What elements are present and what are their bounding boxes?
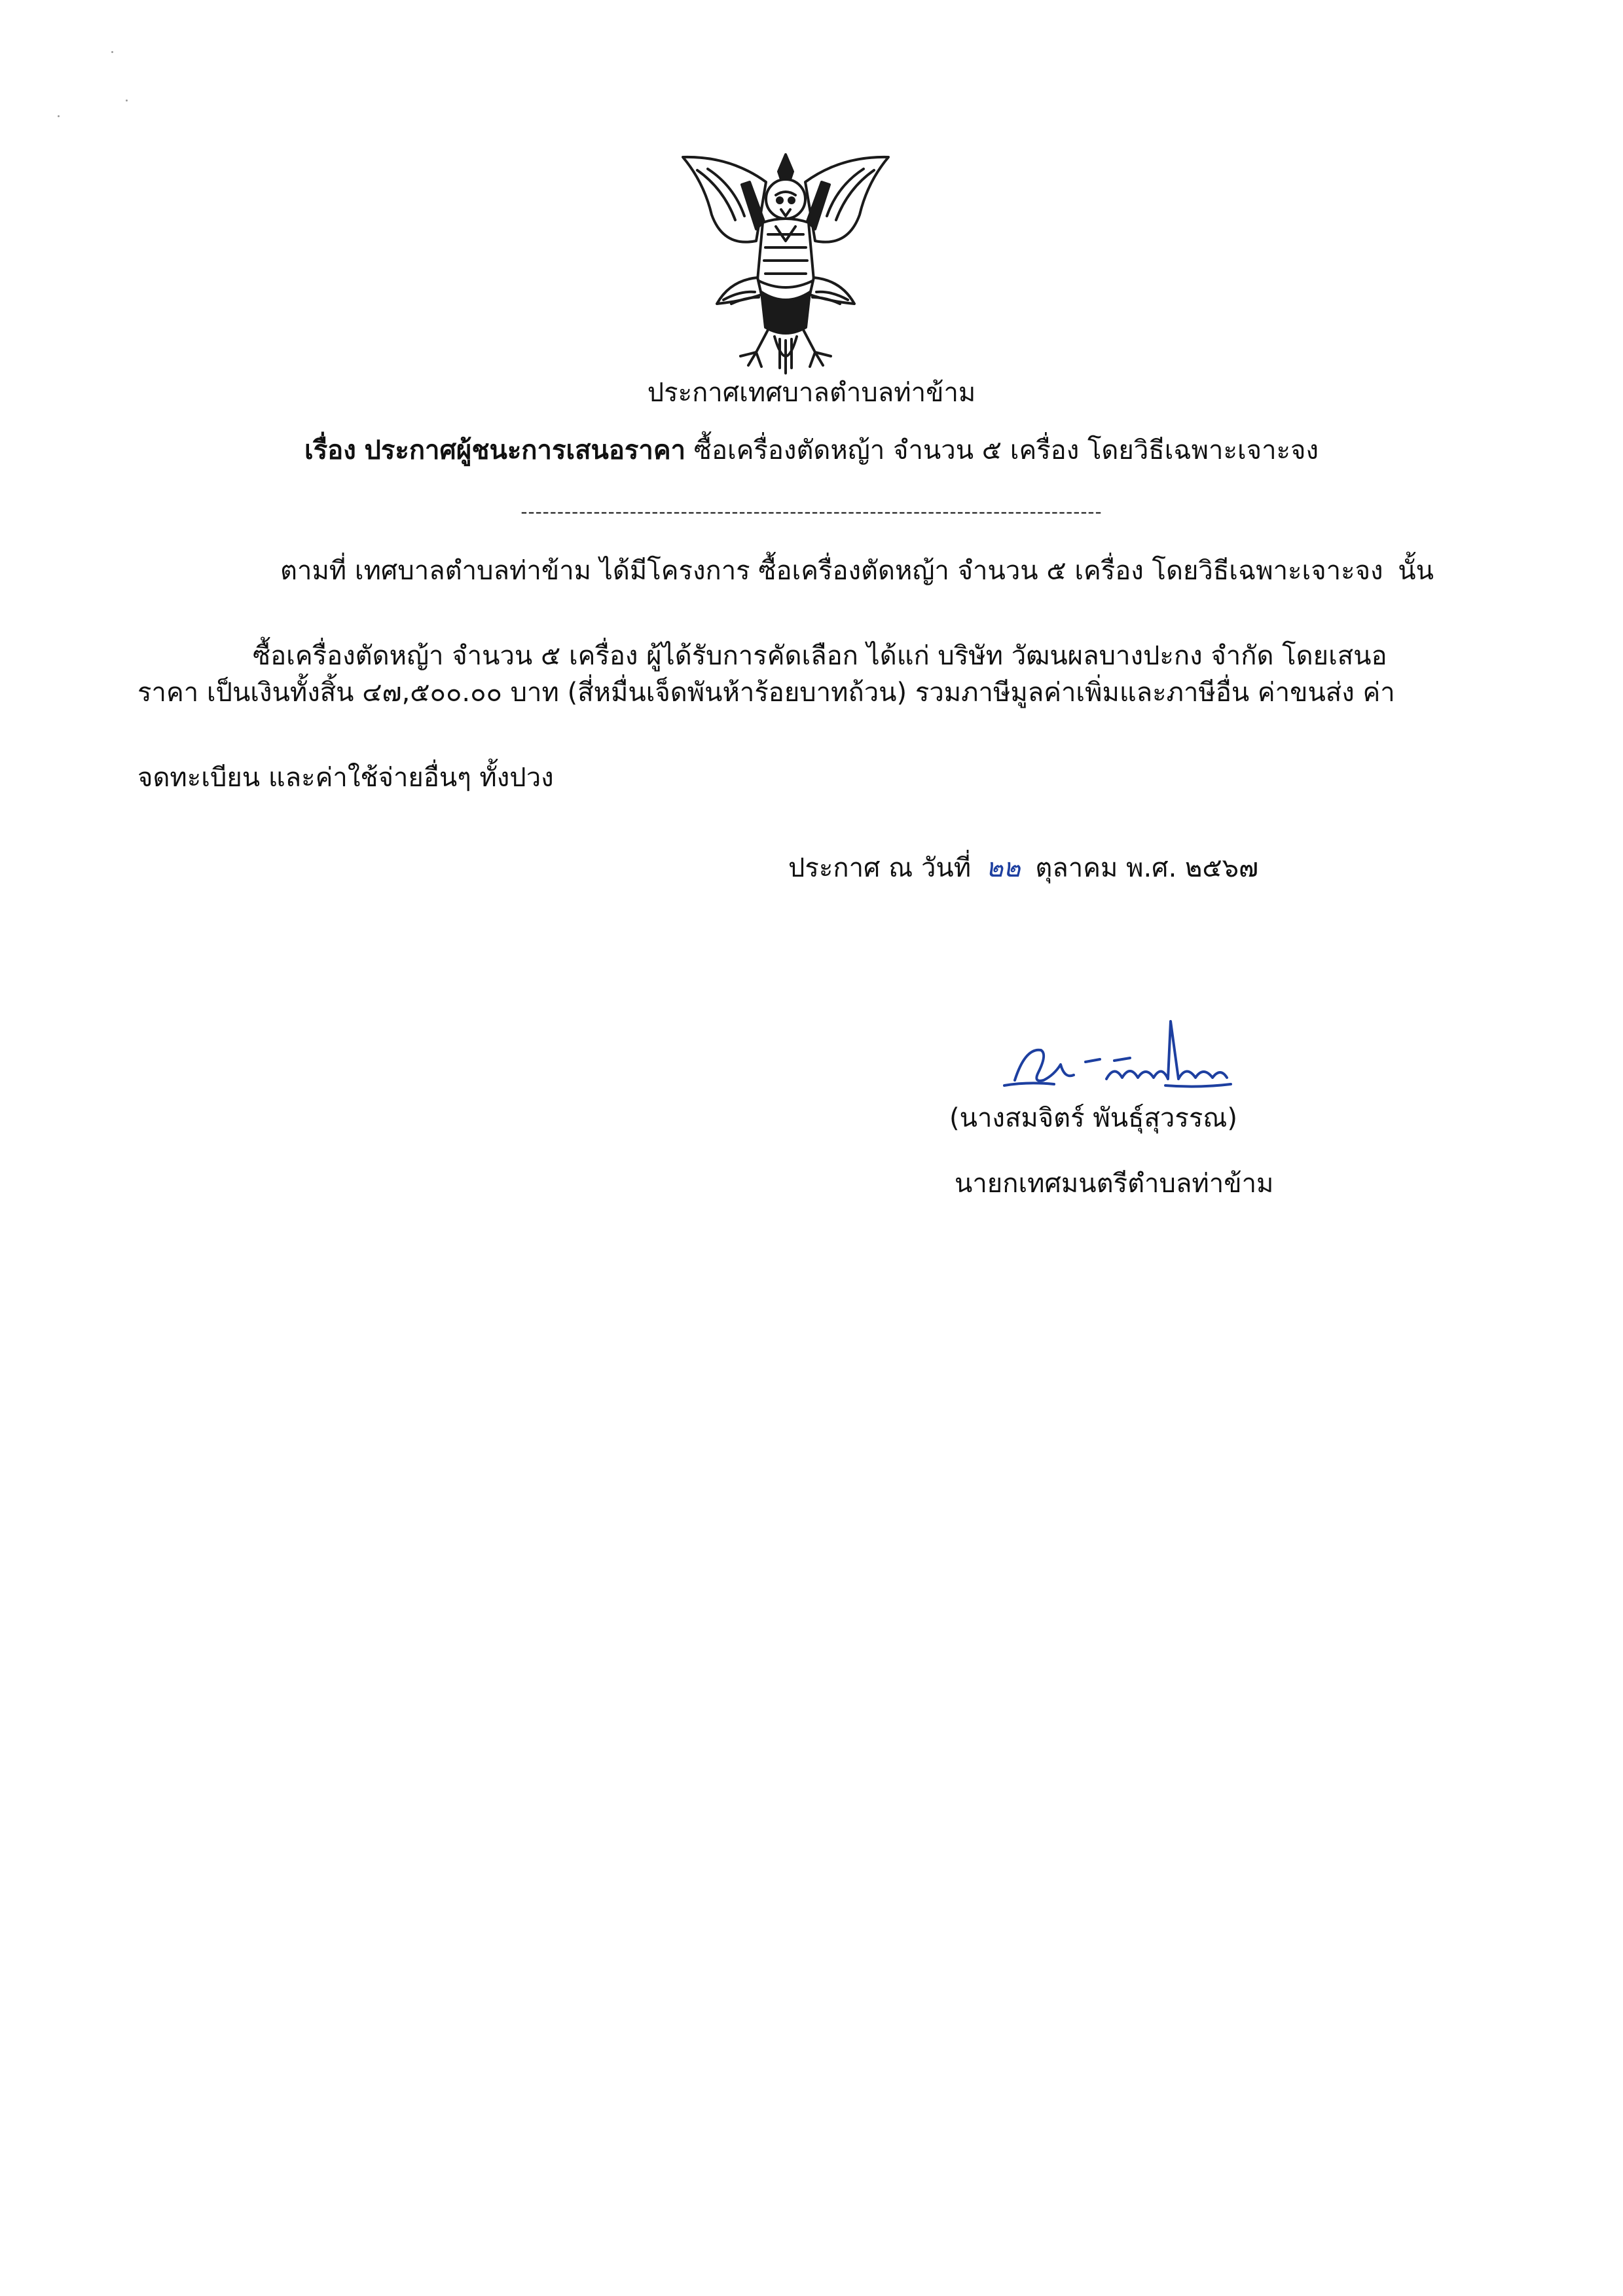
signer-position: นายกเทศมนตรีตำบลท่าข้าม xyxy=(955,1169,1274,1199)
signature-icon xyxy=(1002,1002,1264,1106)
announcement-subject xyxy=(0,432,1623,469)
announcement-date: ประกาศ ณ วันที่ ๒๒ ตุลาคม พ.ศ. ๒๕๖๗ xyxy=(788,853,1259,883)
subject-text: ซื้อเครื่องตัดหญ้า จำนวน ๕ เครื่อง โดยวิธีเฉพาะเจาะจง xyxy=(693,435,1319,465)
garuda-emblem-icon xyxy=(678,143,894,378)
body-line-3: ราคา เป็นเงินทั้งสิ้น ๔๗,๕๐๐.๐๐ บาท (สี่หมื่นเจ็ดพันห้าร้อยบาทถ้วน) รวมภาษีมูลค่าเพิ่มและภาษีอื่น ค่าขนส่ง ค่า xyxy=(137,678,1395,708)
scan-speck xyxy=(126,100,128,101)
subject-bold-text: ประกาศผู้ชนะการเสนอราคา xyxy=(364,435,686,465)
winner-company: บริษัท วัฒนผลบางปะกง จำกัด xyxy=(938,641,1274,671)
scan-speck xyxy=(58,115,60,117)
separator-line: -------------------------------------------------------------------------------- xyxy=(520,501,1103,522)
signer-name: (นางสมจิตร์ พันธุ์สุวรรณ) xyxy=(949,1103,1238,1133)
announcement-title: ประกาศเทศบาลตำบลท่าข้าม xyxy=(647,378,976,408)
scan-speck xyxy=(111,51,113,53)
bid-amount: ๔๗,๕๐๐.๐๐ xyxy=(362,678,502,708)
body-line-4: จดทะเบียน และค่าใช้จ่ายอื่นๆ ทั้งปวง xyxy=(137,763,554,793)
body-line-2: ซื้อเครื่องตัดหญ้า จำนวน ๕ เครื่อง ผู้ได้รับการคัดเลือก ได้แก่ บริษัท วัฒนผลบางปะกง จำกัด โดยเสนอ xyxy=(253,641,1387,671)
body-line-1: ตามที่ เทศบาลตำบลท่าข้าม ได้มีโครงการ ซื้อเครื่องตัดหญ้า จำนวน ๕ เครื่อง โดยวิธีเฉพาะเจาะจง นั้น xyxy=(280,556,1434,586)
subject-label: เรื่อง xyxy=(304,435,356,465)
handwritten-day: ๒๒ xyxy=(985,853,1021,883)
